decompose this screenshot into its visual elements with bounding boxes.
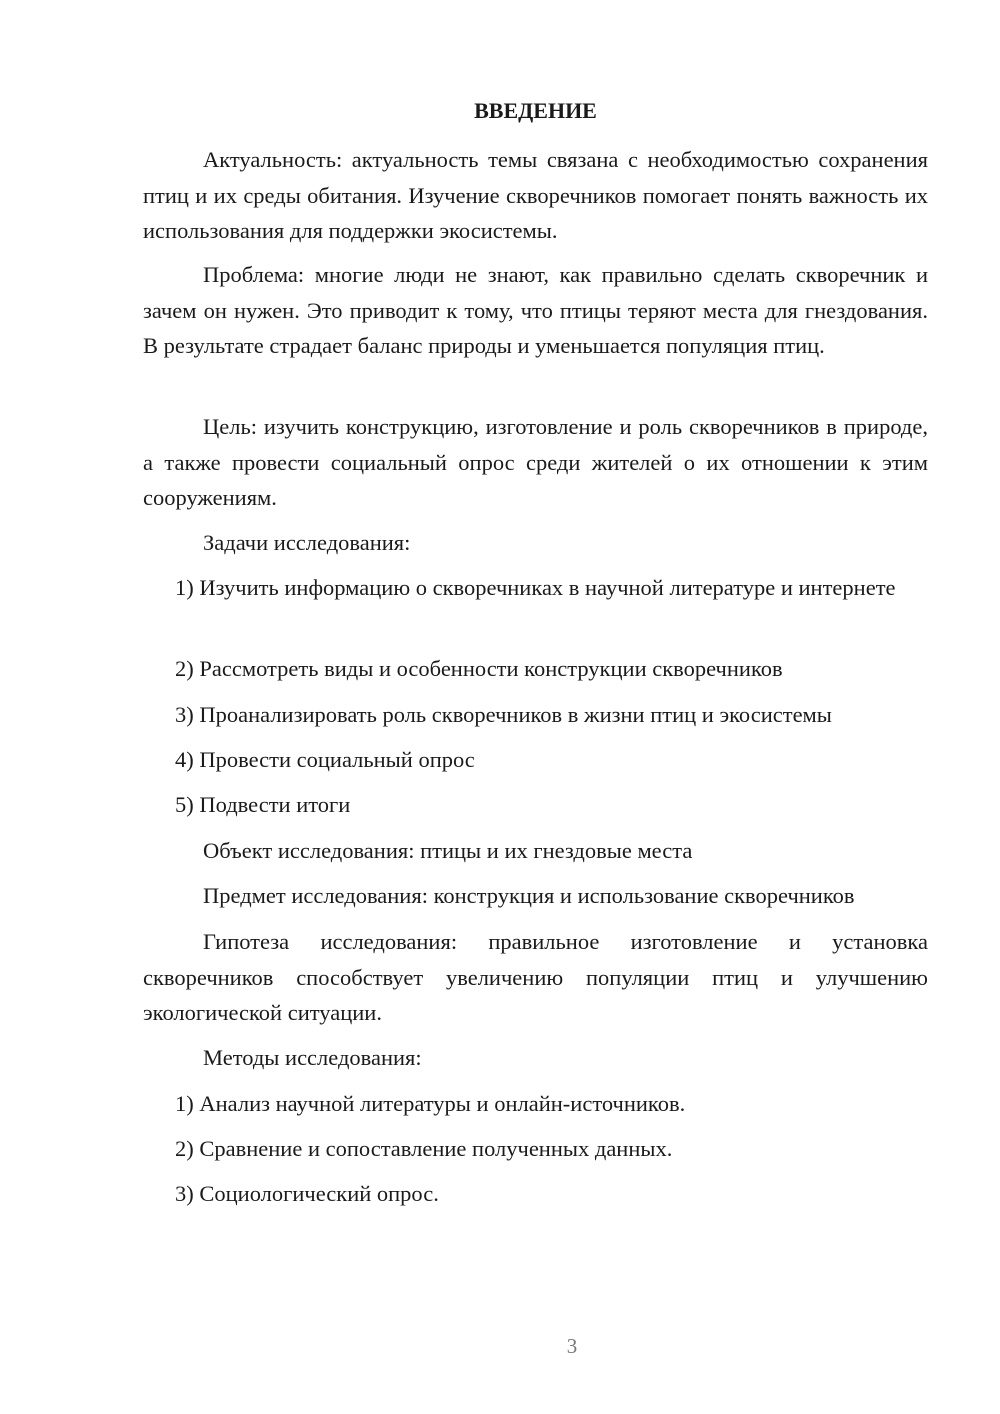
problem-paragraph: Проблема: многие люди не знают, как правильно сделать скворечник и зачем он нужен. Это приводит к тому, что птицы теряют места для гнездования. В результате страдает баланс природы и уменьшается популяция птиц.: [143, 262, 928, 358]
task-item-5: 5) Подвести итоги: [175, 792, 351, 817]
methods-heading: Методы исследования:: [203, 1045, 422, 1070]
task-item-3: 3) Проанализировать роль скворечников в жизни птиц и экосистемы: [175, 702, 832, 727]
tasks-heading: Задачи исследования:: [203, 530, 411, 555]
method-item-2: 2) Сравнение и сопоставление полученных данных.: [175, 1136, 673, 1161]
relevance-paragraph: Актуальность: актуальность темы связана с необходимостью сохранения птиц и их среды обитания. Изучение скворечников помогает понять важность их использования для поддержки экосистемы.: [143, 147, 928, 243]
task-item-1: 1) Изучить информацию о скворечниках в научной литературе и интернете: [175, 575, 896, 600]
goal-paragraph: Цель: изучить конструкцию, изготовление и роль скворечников в природе, а также провести социальный опрос среди жителей о их отношении к этим сооружениям.: [143, 414, 928, 510]
page-number: 3: [566, 1334, 578, 1358]
research-subject: Предмет исследования: конструкция и использование скворечников: [203, 883, 855, 908]
task-item-4: 4) Провести социальный опрос: [175, 747, 475, 772]
method-item-3: 3) Социологический опрос.: [175, 1181, 439, 1206]
research-object: Объект исследования: птицы и их гнездовые места: [203, 838, 693, 863]
task-item-2: 2) Рассмотреть виды и особенности конструкции скворечников: [175, 656, 783, 681]
hypothesis-paragraph: Гипотеза исследования: правильное изготовление и установка скворечников способствует увеличению популяции птиц и улучшению экологической ситуации.: [143, 929, 928, 1025]
page-title: ВВЕДЕНИЕ: [474, 98, 597, 123]
method-item-1: 1) Анализ научной литературы и онлайн-источников.: [175, 1091, 686, 1116]
